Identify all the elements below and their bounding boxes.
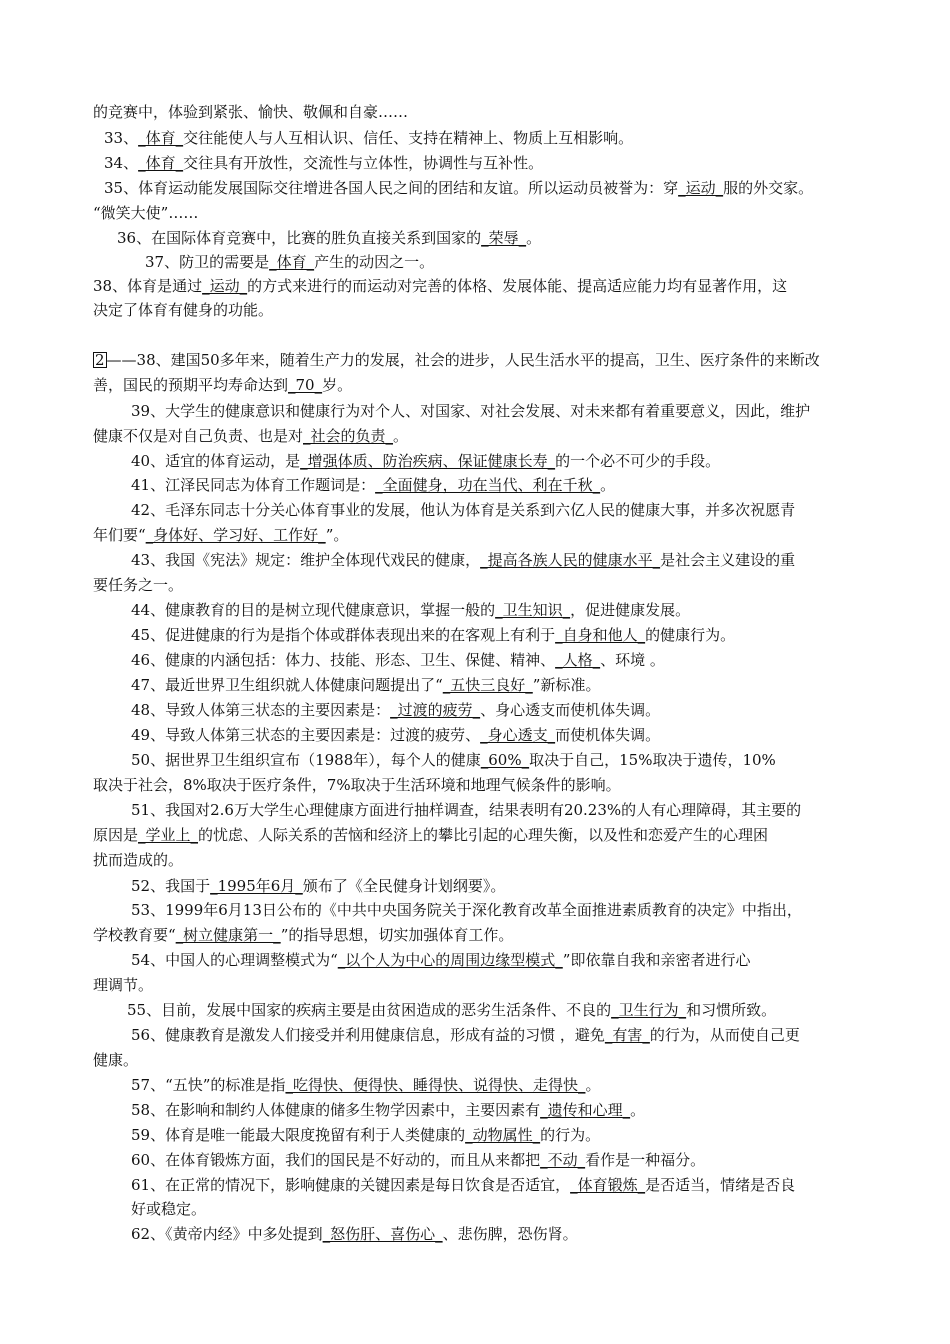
fill-answer: _体育_ [138, 129, 184, 147]
text-line: 36、在国际体育竞赛中，比赛的胜负直接关系到国家的_荣辱_。 [117, 229, 542, 247]
fill-answer: _60%_ [480, 751, 530, 769]
fill-answer: _不动_ [540, 1151, 586, 1169]
fill-answer: _增强体质、防治疾病、保证健康长寿_ [300, 452, 556, 470]
text-line: 健康。 [93, 1051, 139, 1069]
text-line: 43、我国《宪法》规定：维护全体现代戏民的健康，_提高各族人民的健康水平_是社会主义建设的重 [131, 551, 796, 569]
text-line: 53、1999年6月13日公布的《中共中央国务院关于深化教育改革全面推进素质教育的决定》中指出， [131, 901, 802, 919]
fill-answer: _体育_ [138, 154, 184, 172]
fill-answer: _五快三良好_ [442, 676, 533, 694]
text-line: 44、健康教育的目的是树立现代健康意识，掌握一般的_卫生知识_，促进健康发展。 [131, 601, 691, 619]
text-line: 52、我国于_1995年6月_颁布了《全民健身计划纲要》。 [131, 877, 506, 895]
text-line: 54、中国人的心理调整模式为“_以个人为中心的周围边缘型模式_”即依靠自我和亲密者进行心 [131, 951, 751, 969]
text-line: 61、在正常的情况下，影响健康的关键因素是每日饮食是否适宜，_体育锻炼_是否适当，情绪是否良 [131, 1176, 796, 1194]
fill-answer: _人格_ [555, 651, 601, 669]
text-line: 善，国民的预期平均寿命达到_70_岁。 [93, 376, 353, 394]
text-line: 62、《黄帝内经》中多处提到_怒伤肝、喜伤心_、悲伤脾，恐伤肾。 [131, 1225, 578, 1243]
fill-answer: _学业上_ [138, 826, 199, 844]
fill-answer: _社会的负责_ [303, 427, 394, 445]
text-line: 40、适宜的体育运动，是_增强体质、防治疾病、保证健康长寿_的一个必不可少的手段。 [131, 452, 721, 470]
text-line: 扰而造成的。 [93, 851, 184, 869]
text-line: 原因是_学业上_的忧虑、人际关系的苦恼和经济上的攀比引起的心理失衡，以及性和恋爱产生的心理困 [93, 826, 769, 844]
fill-answer: _运动_ [678, 179, 724, 197]
fill-answer: _卫生行为_ [611, 1001, 687, 1019]
text-line: 58、在影响和制约人体健康的储多生物学因素中，主要因素有_遗传和心理_。 [131, 1101, 646, 1119]
text-line: 2 ——38、建国50多年来，随着生产力的发展，社会的进步，人民生活水平的提高，卫生、医疗条件的来断改 [95, 351, 820, 369]
fill-answer: _体育_ [269, 253, 315, 271]
text-line: 34、_体育_交往具有开放性，交流性与立体性，协调性与互补性。 [104, 154, 544, 172]
text-line: 理调节。 [93, 976, 154, 994]
text-line: 39、大学生的健康意识和健康行为对个人、对国家、对社会发展、对未来都有着重要意义，因此，维护 [131, 402, 811, 420]
fill-answer: _70_ [288, 376, 323, 394]
text-line: 51、我国对2.6万大学生心理健康方面进行抽样调查，结果表明有20.23%的人有心理障碍，其主要的 [131, 801, 802, 819]
fill-answer: _自身和他人_ [555, 626, 646, 644]
text-line: 42、毛泽东同志十分关心体育事业的发展，他认为体育是关系到六亿人民的健康大事，并多次祝愿青 [131, 501, 796, 519]
text-line: 37、防卫的需要是_体育_产生的动因之一。 [145, 253, 435, 271]
fill-answer: _卫生知识_ [495, 601, 571, 619]
text-line: 38、体育是通过_运动_的方式来进行的而运动对完善的体格、发展体能、提高适应能力均有显著作用，这 [93, 277, 788, 295]
text-line: 41、江泽民同志为体育工作题词是：_全面健身，功在当代、利在千秋_。 [131, 476, 616, 494]
text-line: 好或稳定。 [131, 1200, 207, 1218]
text-line: 49、导致人体第三状态的主要因素是：过渡的疲劳、_身心透支_而使机体失调。 [131, 726, 661, 744]
text-line: “微笑大使”…… [93, 204, 199, 222]
fill-answer: _动物属性_ [465, 1126, 541, 1144]
text-line: 47、最近世界卫生组织就人体健康问题提出了“_五快三良好_”新标准。 [131, 676, 601, 694]
fill-answer: _有害_ [604, 1026, 650, 1044]
text-line: 56、健康教育是激发人们接受并利用健康信息，形成有益的习惯 ，避免_有害_的行为，从而使自己更 [131, 1026, 800, 1044]
text-line: 的竞赛中，体验到紧张、愉快、敬佩和自豪…… [93, 103, 409, 121]
text-line: 决定了体育有健身的功能。 [93, 301, 274, 319]
fill-answer: _体育锻炼_ [570, 1176, 646, 1194]
text-line: 48、导致人体第三状态的主要因素是：_过渡的疲劳_、身心透支而使机体失调。 [131, 701, 661, 719]
fill-answer: _身心透支_ [480, 726, 556, 744]
fill-answer: _运动_ [202, 277, 248, 295]
text-line: 学校教育要“_树立健康第一_”的指导思想，切实加强体育工作。 [93, 926, 514, 944]
fill-answer: _以个人为中心的周围边缘型模式_ [337, 951, 563, 969]
fill-answer: _过渡的疲劳_ [390, 701, 481, 719]
text-line: 健康不仅是对自己负责、也是对_社会的负责_。 [93, 427, 409, 445]
fill-answer: _全面健身，功在当代、利在千秋_ [375, 476, 601, 494]
fill-answer: _荣辱_ [481, 229, 527, 247]
fill-answer: _提高各族人民的健康水平_ [480, 551, 661, 569]
text-line: 33、_体育_交往能使人与人互相认识、信任、支持在精神上、物质上互相影响。 [104, 129, 634, 147]
text-line: 35、体育运动能发展国际交往增进各国人民之间的团结和友谊。所以运动员被誉为：穿_运动_服的外交家。 [104, 179, 814, 197]
text-line: 年们要“_身体好、学习好、工作好_”。 [93, 526, 349, 544]
page-marker: 2 [95, 351, 105, 369]
text-line: 45、促进健康的行为是指个体或群体表现出来的在客观上有利于_自身和他人_的健康行为。 [131, 626, 736, 644]
text-line: 取决于社会，8%取决于医疗条件，7%取决于生活环境和地理气候条件的影响。 [93, 776, 621, 794]
fill-answer: _怒伤肝、喜伤心_ [322, 1225, 443, 1243]
fill-answer: _树立健康第一_ [175, 926, 281, 944]
fill-answer: _身体好、学习好、工作好_ [145, 526, 326, 544]
fill-answer: _1995年6月_ [210, 877, 303, 895]
text-line: 57、“五快”的标准是指_吃得快、便得快、睡得快、说得快、走得快_。 [131, 1076, 601, 1094]
fill-answer: _吃得快、便得快、睡得快、说得快、走得快_ [285, 1076, 586, 1094]
text-line: 要任务之一。 [93, 576, 184, 594]
text-line: 46、健康的内涵包括：体力、技能、形态、卫生、保健、精神、_人格_、环境 。 [131, 651, 665, 669]
text-line: 59、体育是唯一能最大限度挽留有利于人类健康的_动物属性_的行为。 [131, 1126, 601, 1144]
fill-answer: _遗传和心理_ [540, 1101, 631, 1119]
text-line: 60、在体育锻炼方面，我们的国民是不好动的，而且从来都把_不动_看作是一种福分。 [131, 1151, 706, 1169]
text-line: 50、据世界卫生组织宣布（1988年），每个人的健康_60%_取决于自己，15%取决于遗传，10% [131, 751, 776, 769]
text-line: 55、目前，发展中国家的疾病主要是由贫困造成的恶劣生活条件、不良的_卫生行为_和习惯所致。 [127, 1001, 777, 1019]
